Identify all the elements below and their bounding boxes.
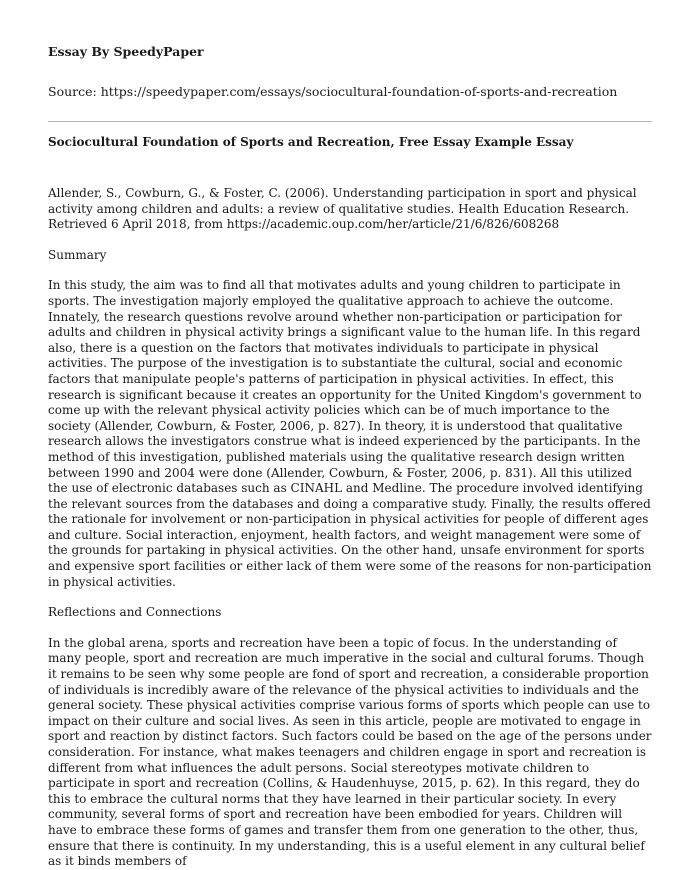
essay-title: Sociocultural Foundation of Sports and Recreation, Free Essay Example Essay <box>48 135 574 149</box>
summary-heading: Summary <box>48 247 107 262</box>
site-title: Essay By SpeedyPaper <box>48 44 204 59</box>
reflections-paragraph: In the global arena, sports and recreation have been a topic of focus. In the understanding of many people, sport and recreation are much imperative in the social and cultural forums. Though it remains to be seen why some people are fond of sport and recreation, a considerable proportion of individuals is incredibly aware of the relevance of the physical activities to individuals and the general society. These physical activities comprise various forms of sports which people can use to impact on their culture and social lives. As seen in this article, people are motivated to engage in sport and reaction by distinct factors. Such factors could be based on the age of the persons under consideration. For instance, what makes teenagers and children engage in sport and recreation is different from what influences the adult persons. Social stereotypes motivate children to participate in sport and recreation (Collins, & Haudenhuyse, 2015, p. 62). In this regard, they do this to embrace the cultural norms that they have learned in their particular society. In every community, several forms of sport and recreation have been embodied for years. Children will have to embrace these forms of games and transfer them from one generation to the other, thus, ensure that there is continuity. In my understanding, this is a useful element in any cultural belief as it binds members of <box>48 635 652 869</box>
header-divider <box>48 121 652 122</box>
summary-paragraph: In this study, the aim was to find all that motivates adults and young children to participate in sports. The investigation majorly employed the qualitative approach to achieve the outcome. Innately, the research questions revolve around whether non-participation or participation for adults and children in physical activity brings a significant value to the human life. In this regard also, there is a question on the factors that motivates individuals to participate in physical activities. The purpose of the investigation is to substantiate the cultural, social and economic factors that manipulate people's patterns of participation in physical activities. In effect, this research is significant because it creates an opportunity for the United Kingdom's government to come up with the relevant physical activity policies which can be of much importance to the society (Allender, Cowburn, & Foster, 2006, p. 827). In theory, it is understood that qualitative research allows the investigators construe what is indeed experienced by the participants. In the method of this investigation, published materials using the qualitative research design written between 1990 and 2004 were done (Allender, Cowburn, & Foster, 2006, p. 831). All this utilized the use of electronic databases such as CINAHL and Medline. The procedure involved identifying the relevant sources from the databases and doing a comparative study. Finally, the results offered the rationale for involvement or non-participation in physical activities for people of different ages and culture. Social interaction, enjoyment, health factors, and weight management were some of the grounds for partaking in physical activities. On the other hand, unsafe environment for sports and expensive sport facilities or either lack of them were some of the reasons for non-participation in physical activities. <box>48 278 652 589</box>
reflections-heading: Reflections and Connections <box>48 605 222 620</box>
source-line: Source: https://speedypaper.com/essays/sociocultural-foundation-of-sports-and-recreation <box>48 84 618 99</box>
citation-paragraph: Allender, S., Cowburn, G., & Foster, C. (2006). Understanding participation in sport and physical activity among children and adults: a review of qualitative studies. Health Education Research. Retrieved 6 April 2018, from https://academic.oup.com/her/article/21/6/826/608268 <box>48 186 637 232</box>
